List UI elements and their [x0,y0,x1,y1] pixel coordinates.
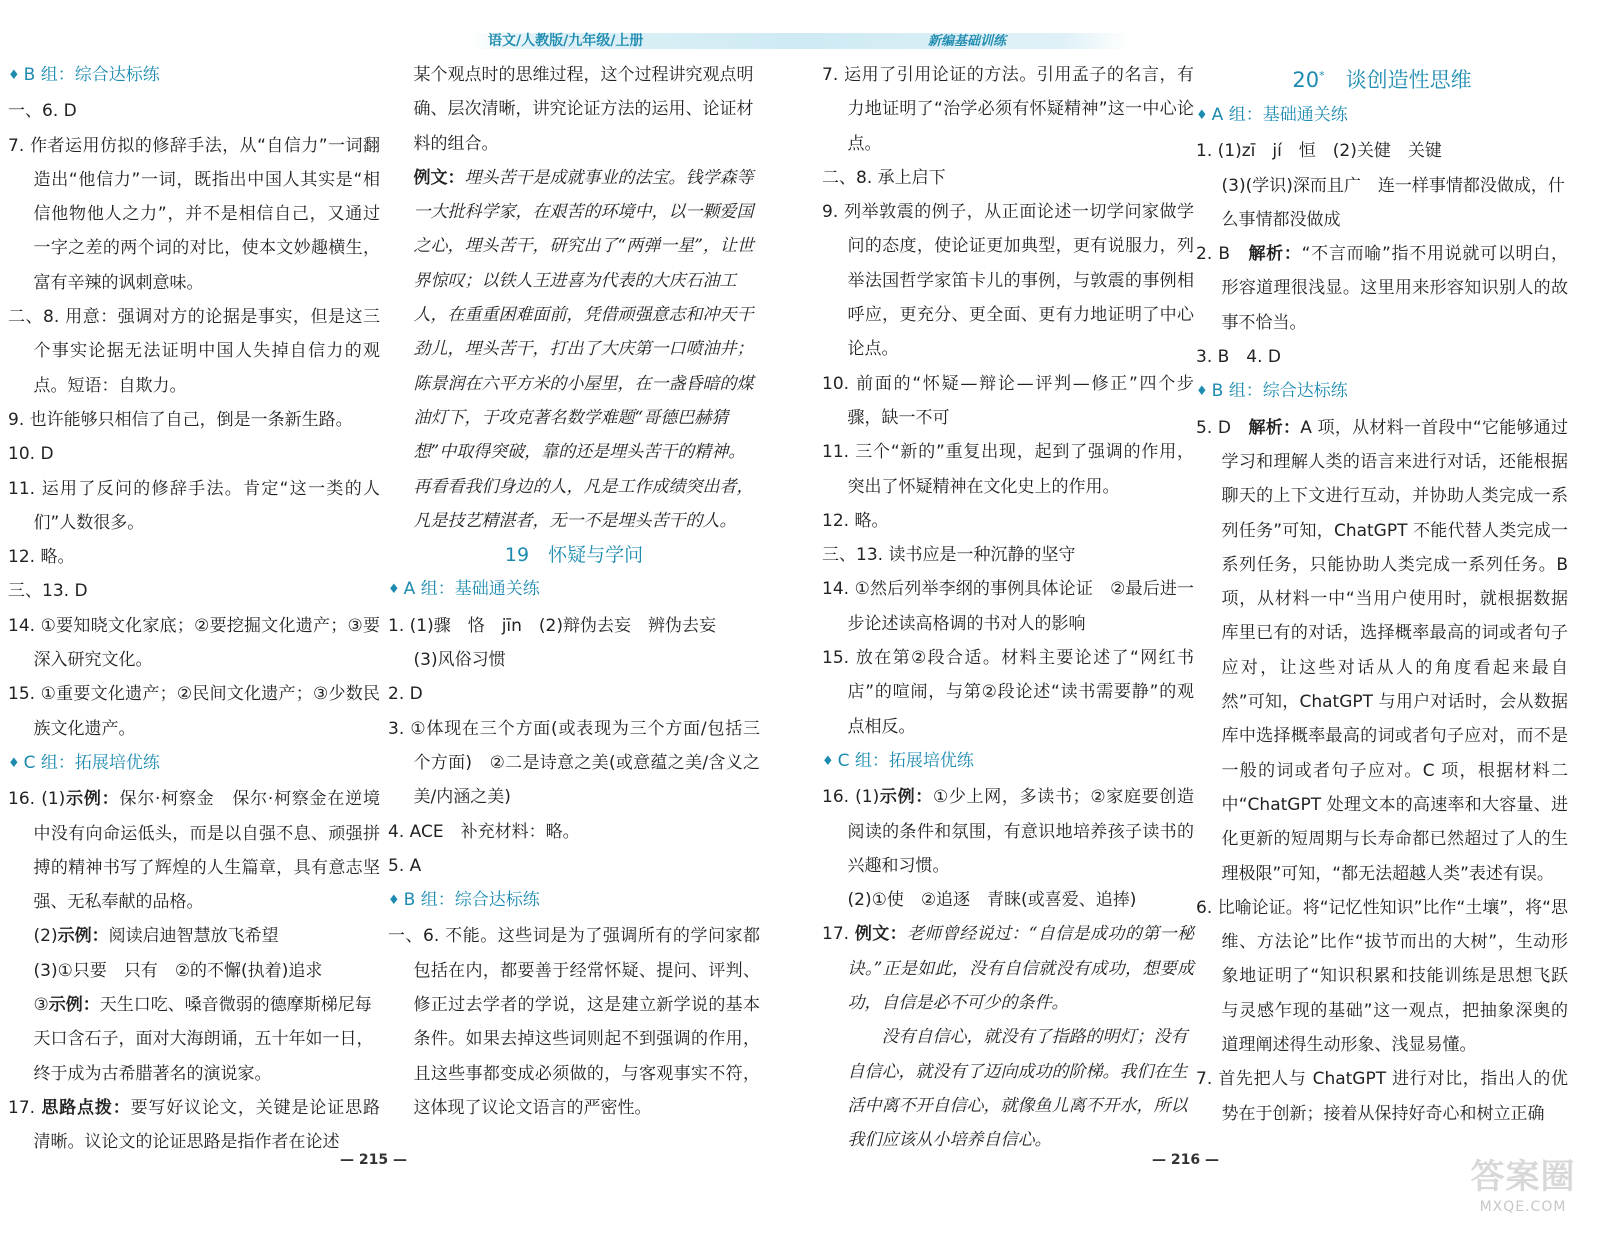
page-number-left: — 215 — [340,1152,407,1168]
left-page-column-1 [8,58,380,1160]
answer-keyword: 示例： [879,787,933,808]
answer-item [1196,237,1568,340]
watermark [1468,1155,1578,1225]
answer-item: 10. D [8,444,54,465]
right-page-column-2 [1196,58,1568,1131]
answer-item: 9. 列举敦震的例子，从正面论述一切学问家做学问的态度，使论证更加典型，更有说服力，列举法国哲学家笛卡儿的事例，与敦震的事例相呼应，更充分、更全面、更有力地证明了中心论点。 [822,202,1194,360]
answer-prefix: 17. [8,1097,42,1118]
watermark-logo: 答案圈 [1470,1157,1576,1197]
answer-item: 10. 前面的“怀疑—辩论—评判—修正”四个步骤，缺一不可 [822,373,1194,428]
answer-text: A 项，从材料一首段中“它能够通过学习和理解人类的语言来进行对话，还能根据聊天的上下文进行互动，并协助人类完成一系列任务”可知，ChatGPT 不能代替人类完成一系列任务，只能协助人类完成一系列任务。B 项，从材料一中“当用户使用时，就根据数据库里已有的对话，选择概率最高的词或者句子应对，让这些对话从人的角度看起来最自然”可知，ChatGPT 与用户对话时，会从数据库中选择概率最高的词或者句子应对，而不是一般的词或者句子应对。C 项，根据材料二中“ChatGPT 处理文本的高速率和大容量、进化更新的短周期与长寿命都已然超过了人的生理极限”可知，“都无法超越人类”表述有误。 [1221,417,1569,884]
answer-prefix: 2. B [1196,244,1249,265]
answer-subitem: 某个观点时的思维过程，这个过程讲究观点明确、层次清晰，讲究论证方法的运用、论证材料的组合。 [413,65,754,154]
answer-item: 6. 比喻论证。将“记忆性知识”比作“土壤”，将“思维、方法论”比作“拔节而出的大树”，生动形象地证明了“知识积累和技能训练是思想飞跃与灵感乍现的基础”这一观点，把抽象深奥的道理阐述得生动形象、浅显易懂。 [1196,897,1568,1056]
group-heading: ♦ A 组：基础通关练 [1196,98,1568,134]
answer-item: 5. A [388,855,422,876]
answer-item [8,1091,380,1160]
answer-subitem: (3)①只要 只有 ②的不懈(执着)追求 [33,960,323,981]
answer-prefix: ③ [33,995,49,1016]
group-heading: ♦ C 组：拓展培优练 [822,744,1194,780]
answer-item: 三、13. 读书应是一种沉静的坚守 [822,545,1076,566]
essay-paragraph: 没有自信心，就没有了指路的明灯；没有自信心，就没有了迈向成功的阶梯。我们在生活中离不开自信心，就像鱼儿离不开水，所以我们应该从小培养自信心。 [847,1027,1188,1151]
answer-item [8,988,380,1091]
section-name: 谈创造性思维 [1345,68,1472,92]
page-number-right: — 216 — [1152,1152,1219,1168]
section-title: 19 怀疑与学问 [504,544,644,567]
group-heading: ♦ B 组：综合达标练 [8,58,380,94]
answer-prefix: 16. (1) [8,789,66,810]
answer-text: 阅读启迪智慧放飞希望 [108,926,279,947]
answer-item: 4. ACE 补充材料：略。 [388,821,580,842]
answer-item: 9. 也许能够只相信了自己，倒是一条新生路。 [8,409,353,430]
answer-item: 15. 放在第②段合适。材料主要论述了“网红书店”的喧闹，与第②段论述“读书需要静”的观点相反。 [822,648,1194,737]
answer-item: 二、8. 用意：强调对方的论据是事实，但是这三个事实论据无法证明中国人失掉自信力的观点。短语：自欺力。 [8,307,380,396]
header-subject: 语文/人教版/九年级/上册 [488,33,644,49]
answer-keyword: 思路点拨： [41,1097,131,1118]
answer-keyword: 示例： [65,789,120,810]
answer-keyword: 示例： [48,995,100,1016]
answer-item: 11. 三个“新的”重复出现，起到了强调的作用，突出了怀疑精神在文化史上的作用。 [822,442,1194,497]
sample-essay [822,917,1194,1020]
group-heading: ♦ A 组：基础通关练 [388,572,760,608]
answer-prefix: (2) [33,926,58,947]
answer-item: 三、13. D [8,581,88,602]
section-number: 20 [1292,68,1320,92]
answer-item: 2. D [388,684,423,705]
left-page-column-2 [388,58,760,1125]
answer-subitem: (3)(学识)深而且广 连一样事情都没做成，什么事情都没做成 [1221,175,1565,230]
answer-text: 天生口吃、嗓音微弱的德摩斯梯尼每天口含石子，面对大海朗诵，五十年如一日，终于成为古希腊著名的演说家。 [33,995,374,1084]
group-heading: ♦ B 组：综合达标练 [388,883,760,919]
header-brand: 新编基础训练 [928,34,1007,49]
answer-item: 12. 略。 [822,510,889,531]
answer-item: 11. 运用了反问的修辞手法。肯定“这一类的人们”人数很多。 [8,478,380,533]
answer-item: 15. ①重要文化遗产；②民间文化遗产；③少数民族文化遗产。 [8,684,380,739]
answer-prefix: 5. D [1196,417,1249,438]
answer-item [1196,411,1568,891]
answer-keyword: 解析： [1248,244,1302,265]
answer-keyword: 解析： [1248,417,1301,438]
answer-text: ①少上网，多读书；②家庭要创造阅读的条件和氛围，有意识地培养孩子读书的兴趣和习惯。 [847,787,1195,876]
answer-item: 3. B 4. D [1196,347,1281,368]
answer-subitem: (3)风俗习惯 [413,650,506,671]
sample-essay [388,161,760,538]
answer-item: 3. ①体现在三个方面(或表现为三个方面/包括三个方面) ②二是诗意之美(或意蕴之美/含义之美/内涵之美) [388,718,760,808]
section-title [1196,58,1568,98]
answer-keyword: 示例： [57,926,109,947]
answer-item: 12. 略。 [8,547,75,568]
answer-item: 7. 首先把人与 ChatGPT 进行对比，指出人的优势在于创新；接着从保持好奇心和树立正确 [1196,1069,1568,1124]
answer-item: 1. (1)zī jí 恒 (2)关健 关键 [1196,141,1442,162]
answer-line: 一、6. D [8,101,77,122]
right-page-column-1 [822,58,1194,1158]
essay-text: 老师曾经说过：“自信是成功的第一秘诀。”正是如此，没有自信就没有成功，想要成功，自信是必不可少的条件。 [847,924,1194,1014]
answer-item [8,782,380,919]
answer-item: 7. 作者运用仿拟的修辞手法，从“自信力”一词翻造出“他信力”一词，既指出中国人其实是“相信他物他人之力”，并不是相信自己，又通过一字之差的两个词的对比，使本文妙趣横生，富有辛辣的讽刺意味。 [8,135,380,293]
essay-text: 埋头苦干是成就事业的法宝。钱学森等一大批科学家，在艰苦的环境中，以一颗爱国之心，埋头苦干，研究出了“两弹一星”，让世界惊叹；以铁人王进喜为代表的大庆石油工人，在重重困难面前，凭借顽强意志和冲天干劲儿，埋头苦干，打出了大庆第一口喷油井；陈景润在六平方米的小屋里，在一盏昏暗的煤油灯下，于攻克著名数学难题“哥德巴赫猜想”中取得突破，靠的还是埋头苦干的精神。再看看我们身边的人，凡是工作成绩突出者，凡是技艺精湛者，无一不是埋头苦干的人。 [413,167,754,531]
answer-text: 要写好议论文，关键是论证思路清晰。议论文的论证思路是指作者在论述 [33,1097,380,1153]
answer-item: 1. (1)骤 恪 jīn (2)辩伪去妄 辨伪去妄 [388,615,717,636]
answer-item [8,919,380,953]
answer-item: 14. ①然后列举李纲的事例具体论证 ②最后进一步论述读高格调的书对人的影响 [822,579,1194,634]
answer-text: 保尔·柯察金 保尔·柯察金在逆境中没有向命运低头，而是以自强不息、顽强拼搏的精神书写了辉煌的人生篇章，具有意志坚强、无私奉献的品格。 [33,789,381,913]
watermark-url: MXQE.COM [1479,1199,1567,1215]
group-heading: ♦ C 组：拓展培优练 [8,746,380,782]
answer-keyword: 例文： [854,924,908,945]
answer-text: “不言而喻”指不用说就可以明白，形容道理很浅显。这里用来形容知识别人的故事不恰当。 [1221,244,1568,333]
section-mark: * [1319,69,1325,82]
answer-item [822,780,1194,883]
group-heading: ♦ B 组：综合达标练 [1196,374,1568,410]
answer-keyword: 例文： [413,167,465,188]
answer-item: 一、6. 不能。这些词是为了强调所有的学问家都包括在内，都要善于经常怀疑、提问、评判、修正过去学者的学说，这是建立新学说的基本条件。如果去掉这些词则起不到强调的作用，且这些事都变成必须做的，与客观事实不符，这体现了议论文语言的严密性。 [388,926,760,1118]
answer-item: 二、8. 承上启下 [822,167,946,188]
answer-item: 7. 运用了引用论证的方法。引用孟子的名言，有力地证明了“治学必须有怀疑精神”这一中心论点。 [822,65,1194,154]
answer-subitem: (2)①使 ②追逐 青睐(或喜爱、追捧) [847,890,1137,911]
answer-item: 14. ①要知晓文化家底；②要挖掘文化遗产；③要深入研究文化。 [8,615,380,671]
answer-prefix: 17. [822,924,855,945]
answer-prefix: 16. (1) [822,787,880,808]
